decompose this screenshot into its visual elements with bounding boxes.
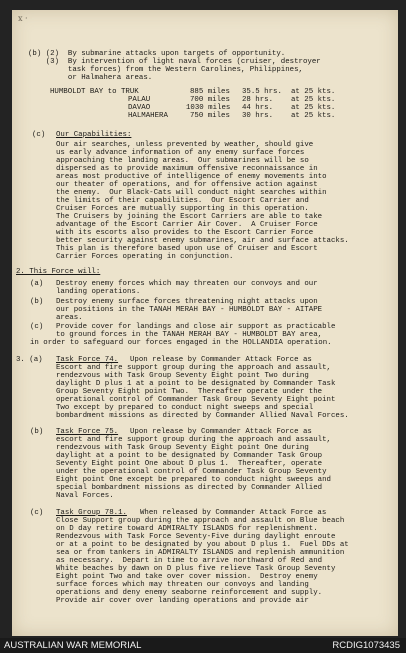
para-c-line: with its escorts also provides to the Escort Carrier Force bbox=[56, 229, 314, 237]
para-c-line: Carrier Forces operating in conjunction. bbox=[56, 253, 234, 261]
para-b-line: (3) By intervention of light naval forces (cruiser, destroyer bbox=[28, 58, 321, 66]
item-line: daylight at a point to be designated by Commander Task Group bbox=[56, 452, 323, 460]
para-c-line: dispersed as to provide maximum offensive reconnaissance in bbox=[56, 165, 318, 173]
footer-bar bbox=[0, 638, 406, 653]
distance-speed: at 25 kts. bbox=[291, 112, 336, 120]
item-line: operational control of Commander Task Group Seventy Eight point bbox=[56, 396, 336, 404]
item-line: sea or from tankers in ADMIRALTY ISLANDS and replenish ammunition bbox=[56, 549, 345, 557]
item-line: areas. bbox=[56, 314, 83, 322]
distance-speed: at 25 kts. bbox=[291, 96, 336, 104]
task-force-title: Task Force 75. bbox=[56, 428, 119, 436]
item-line: Seventy Eight point One about D plus 1. Thereafter, operate bbox=[56, 460, 323, 468]
item-line: Close Support group during the approach and assault on Blue beach bbox=[56, 517, 345, 525]
para-c-label: (c) bbox=[32, 131, 46, 139]
item-label: 3. (a) bbox=[16, 356, 43, 364]
para-b-line: (b) (2) By submarine attacks upon targets of opportunity. bbox=[28, 50, 286, 58]
record-id: RCDIG1073435 bbox=[332, 640, 400, 651]
item-label: (b) bbox=[30, 298, 44, 306]
item-line: escort and fire support group during the approach and assault, bbox=[56, 436, 331, 444]
item-line: under the operational control of Commander Task Group Seventy bbox=[56, 468, 327, 476]
item-line: to ground forces in the TANAH MERAH BAY - HUMBOLDT BAY area, bbox=[56, 331, 323, 339]
distance-hours: 28 hrs. bbox=[242, 96, 274, 104]
item-line: Upon release by Commander Attack Force as bbox=[130, 356, 312, 364]
para-c-line: the enemy. Our Black-Cats will conduct night searches within bbox=[56, 189, 327, 197]
para-c-line: This plan is therefore based upon use of Cruiser and Escort bbox=[56, 245, 318, 253]
section-2-closing: in order to safeguard our forces engaged in the HOLLANDIA operation. bbox=[30, 339, 332, 347]
item-line: on D day retire toward ADMIRALTY ISLANDS for replenishment. bbox=[56, 525, 318, 533]
item-line: Destroy enemy surface forces threatening night attacks upon bbox=[56, 298, 318, 306]
para-c-line: our theater of operations, and for offensive action against bbox=[56, 181, 318, 189]
distance-miles: 1030 miles bbox=[186, 104, 231, 112]
item-line: rendezvous with Task Group Seventy Eight point One during bbox=[56, 444, 309, 452]
distance-miles: 700 miles bbox=[190, 96, 230, 104]
distance-from: HUMBOLDT BAY to TRUK bbox=[50, 88, 139, 96]
para-c-line: approaching the landing areas. Our submarines will be so bbox=[56, 157, 309, 165]
distance-miles: 885 miles bbox=[190, 88, 230, 96]
archive-name: AUSTRALIAN WAR MEMORIAL bbox=[4, 640, 142, 651]
item-line: Naval Forces. bbox=[56, 492, 114, 500]
para-c-line: Our air searches, unless prevented by weather, should give bbox=[56, 141, 314, 149]
task-force-title: Task Force 74. bbox=[56, 356, 119, 364]
para-c-line: the limits of their capabilities. Our Escort Carrier and bbox=[56, 197, 309, 205]
item-line: as necessary. Depart in time to arrive northward of Red and bbox=[56, 557, 323, 565]
para-c-line: The Cruisers by joining the Escort Carriers are able to take bbox=[56, 213, 323, 221]
section-2-heading: 2. This Force will: bbox=[16, 268, 101, 276]
item-line: our positions in the TANAH MERAH BAY - HUMBOLDT BAY - AITAPE bbox=[56, 306, 323, 314]
distance-hours: 35.5 hrs. bbox=[242, 88, 282, 96]
distance-speed: at 25 kts. bbox=[291, 88, 336, 96]
item-line: Provide cover for landings and close air support as practicable bbox=[56, 323, 336, 331]
distance-hours: 30 hrs. bbox=[242, 112, 274, 120]
item-line: Provide air cover over landing operations and provide air bbox=[56, 597, 309, 605]
item-line: bombardment missions as directed by Commander Allied Naval Forces. bbox=[56, 412, 349, 420]
para-b-line: task forces) from the Western Carolines, Philippines, bbox=[28, 66, 303, 74]
para-c-line: areas most productive of intelligence of enemy movements into bbox=[56, 173, 327, 181]
distance-hours: 44 hrs. bbox=[242, 104, 274, 112]
task-group-title: Task Group 78.1. bbox=[56, 509, 127, 517]
item-label: (a) bbox=[30, 280, 44, 288]
item-line: rendezvous with Task Group Seventy Eight point Two during bbox=[56, 372, 309, 380]
item-line: Two except by prepared to conduct night sweeps and special bbox=[56, 404, 314, 412]
margin-marks: x · bbox=[18, 14, 28, 23]
item-line: special bombardment missions as directed by Commander Allied bbox=[56, 484, 323, 492]
item-line: Rendezvous with Task Force Seventy-Five during daylight enroute bbox=[56, 533, 336, 541]
para-c-line: advantage of the Escort Carrier Air Cover. A Cruiser Force bbox=[56, 221, 318, 229]
item-line: daylight D plus 1 at a point to be designated by Commander Task bbox=[56, 380, 336, 388]
item-line: When released by Commander Attack Force as bbox=[140, 509, 327, 517]
item-line: Upon release by Commander Attack Force as bbox=[130, 428, 312, 436]
distance-speed: at 25 kts. bbox=[291, 104, 336, 112]
distance-from: HALMAHERA bbox=[128, 112, 168, 120]
document-page bbox=[12, 10, 398, 636]
para-b-line: or Halmahera areas. bbox=[28, 74, 153, 82]
item-line: Escort and fire support group during the approach and assault, bbox=[56, 364, 331, 372]
item-line: Destroy enemy forces which may threaten our convoys and our bbox=[56, 280, 318, 288]
para-c-line: us early advance information of any enemy surface forces bbox=[56, 149, 305, 157]
item-label: (c) bbox=[30, 509, 44, 517]
distance-miles: 750 miles bbox=[190, 112, 230, 120]
item-line: Eight point Two and take over cover mission. Destroy enemy bbox=[56, 573, 318, 581]
item-line: landing operations. bbox=[56, 288, 141, 296]
item-line: or at a point to be designated by you about D plus 1. Fuel DDs at bbox=[56, 541, 349, 549]
item-label: (c) bbox=[30, 323, 44, 331]
distance-from: PALAU bbox=[128, 96, 151, 104]
distance-from: DAVAO bbox=[128, 104, 151, 112]
item-line: Group Seventy Eight point Two. Thereafter operate under the bbox=[56, 388, 323, 396]
item-line: surface forces which may threaten our convoys and landing bbox=[56, 581, 309, 589]
para-c-line: Cruiser Forces are mutually supporting in this operation. bbox=[56, 205, 309, 213]
item-line: operations and deny enemy seaborne reinforcement and supply. bbox=[56, 589, 323, 597]
para-c-line: better security against enemy submarines, air and surface attacks. bbox=[56, 237, 349, 245]
item-label: (b) bbox=[30, 428, 44, 436]
item-line: White beaches by dawn on D plus five relieve Task Group Seventy bbox=[56, 565, 336, 573]
capabilities-heading: Our Capabilities: bbox=[56, 131, 132, 139]
item-line: Eight point One except be prepared to conduct night sweeps and bbox=[56, 476, 331, 484]
